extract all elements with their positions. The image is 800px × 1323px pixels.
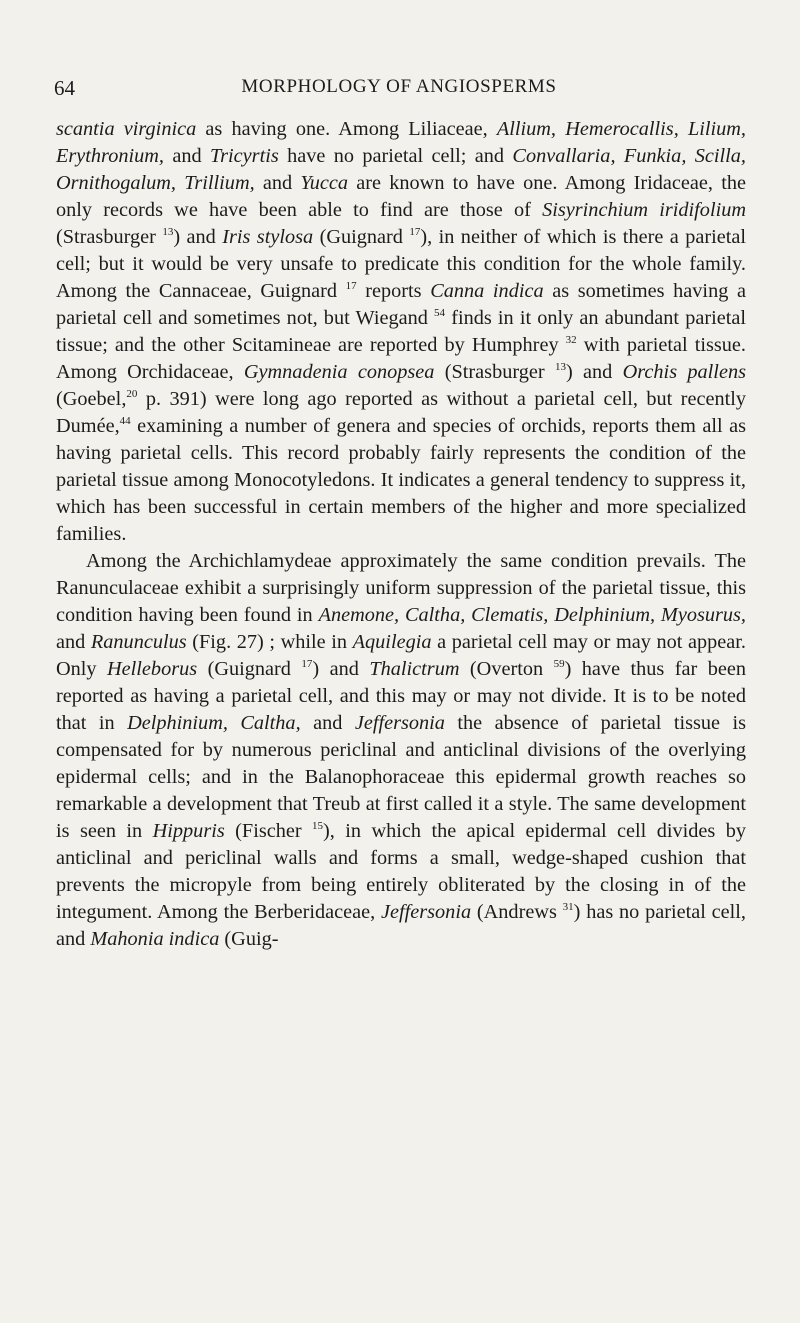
taxon-name: Aquilegia: [352, 631, 432, 653]
taxon-name: Orchis pallens: [622, 361, 746, 383]
taxon-name: Helleborus: [107, 658, 198, 680]
text-run: Among the Archichlamydeae approximately the same condition prevails. The Ranunculaceae exhibit a surprisingly uniform suppression of the parietal tissue, this condition having been found in: [56, 550, 746, 626]
citation-number: 17: [345, 280, 357, 292]
taxon-name: Convallaria, Funkia, Scilla, Ornithogalum, Trillium,: [56, 145, 747, 194]
citation-number: 13: [554, 361, 566, 373]
text-run: (Goebel,: [56, 388, 127, 410]
page-header: [54, 76, 744, 106]
taxon-name: Allium,: [496, 118, 556, 140]
text-run: (Andrews: [471, 901, 563, 923]
text-run: have no parietal cell; and: [278, 145, 513, 167]
taxon-name: scantia virginica: [56, 118, 197, 140]
body-text: [56, 116, 746, 953]
citation-number: 32: [565, 334, 577, 346]
citation-number: 54: [434, 307, 446, 319]
text-run: as sometimes having a parietal cell and sometimes not, but Wiegand: [56, 280, 746, 329]
taxon-name: Hippuris: [152, 820, 225, 842]
text-run: and: [163, 145, 210, 167]
citation-number: 20: [126, 388, 138, 400]
citation-number: 15: [312, 820, 324, 832]
text-run: and: [56, 631, 91, 653]
text-run: reports: [356, 280, 431, 302]
text-run: (Guig-: [219, 928, 279, 950]
citation-number: 31: [562, 901, 574, 913]
text-run: with parietal tissue. Among Orchidaceae,: [56, 334, 746, 383]
text-run: (Guignard: [313, 226, 410, 248]
taxon-name: Delphinium, Caltha,: [127, 712, 301, 734]
text-run: and: [300, 712, 355, 734]
taxon-name: Tricyrtis: [209, 145, 279, 167]
text-run: (Strasburger: [434, 361, 555, 383]
text-run: (Strasburger: [56, 226, 163, 248]
taxon-name: Iris stylosa: [222, 226, 314, 248]
text-run: the absence of parietal tissue is compensated for by numerous periclinal and anticlinal divisions of the overlying epidermal cells; and in the Balanophoraceae this epidermal growth reaches so remarkable a development that Treub at first called it a style. The same development is seen in: [56, 712, 746, 842]
text-run: ) and: [173, 226, 223, 248]
taxon-name: Ranunculus: [90, 631, 187, 653]
text-run: as having one. Among Liliaceae,: [196, 118, 497, 140]
text-run: [556, 118, 565, 140]
text-run: examining a number of genera and species of orchids, reports them all as having parietal cells. This record probably fairly represents the condition of the parietal tissue among Monocotyledons. It indicates a general tendency to suppress it, which has been successful in certain members of the higher and more specialized families.: [56, 415, 746, 545]
text-run: ), in neither of which is there a parietal cell; but it would be very unsafe to predicate this condition for the whole family. Among the Cannaceae, Guignard: [56, 226, 746, 302]
citation-number: 17: [409, 226, 421, 238]
text-run: ), in which the apical epidermal cell divides by anticlinal and periclinal walls and forms a small, wedge-shaped cushion that prevents the micropyle from being entirely obliterated by the closing in of the integument. Among the Berberidaceae,: [56, 820, 746, 923]
text-run: ) has no parietal cell, and: [56, 901, 746, 950]
text-run: ) and: [312, 658, 370, 680]
taxon-name: Anemone, Caltha, Clematis, Delphinium, Myosurus,: [318, 604, 746, 626]
taxon-name: Hemerocallis, Lilium, Erythronium,: [56, 118, 746, 167]
running-title: MORPHOLOGY OF ANGIOSPERMS: [241, 76, 557, 97]
taxon-name: Mahonia indica: [90, 928, 220, 950]
text-run: are known to have one. Among Iridaceae, the only records we have been able to find are those of: [56, 172, 746, 221]
citation-number: 13: [162, 226, 174, 238]
text-run: (Guignard: [197, 658, 302, 680]
taxon-name: Canna indica: [430, 280, 544, 302]
page-number: 64: [54, 76, 75, 100]
text-run: a parietal cell may or may not appear. Only: [56, 631, 747, 680]
paragraph: [56, 116, 746, 548]
text-run: (Fig. 27) ; while in: [186, 631, 353, 653]
taxon-name: Jeffersonia: [380, 901, 472, 923]
taxon-name: Sisyrinchium iridifolium: [542, 199, 747, 221]
text-run: (Overton: [459, 658, 554, 680]
taxon-name: Thalictrum: [369, 658, 460, 680]
citation-number: 44: [119, 415, 131, 427]
citation-number: 59: [553, 658, 565, 670]
text-run: p. 391) were long ago reported as without a parietal cell, but recently Dumée,: [56, 388, 746, 437]
taxon-name: Jeffersonia: [354, 712, 445, 734]
taxon-name: Yucca: [300, 172, 349, 194]
text-run: ) and: [565, 361, 623, 383]
text-run: and: [254, 172, 301, 194]
text-run: finds in it only an abundant parietal tissue; and the other Scitamineae are reported by Humphrey: [56, 307, 746, 356]
taxon-name: Gymnadenia conopsea: [243, 361, 435, 383]
citation-number: 17: [301, 658, 313, 670]
paragraph: [56, 548, 746, 953]
text-run: (Fischer: [224, 820, 313, 842]
text-run: ) have thus far been reported as having a parietal cell, and this may or may not divide. It is to be noted that in: [56, 658, 746, 734]
